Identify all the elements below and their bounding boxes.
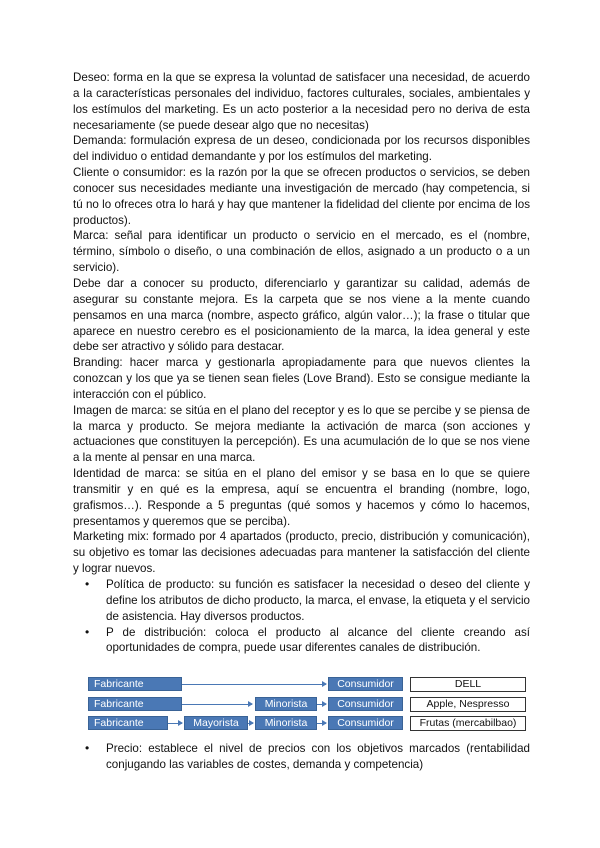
body-text: [73, 70, 530, 656]
diagram-arrow: [168, 723, 182, 724]
diagram-box-minorista-3: Minorista: [255, 716, 317, 730]
diagram-example-2: Apple, Nespresso: [410, 697, 526, 712]
diagram-example-3: Frutas (mercabilbao): [410, 716, 526, 731]
paragraph-identidad-marca: Identidad de marca: se sitúa en el plano del emisor y se basa en lo que se quiere transmitir y en qué es la empresa, aquí se encuentra el branding (nombre, logo, grafismos…). Responde a 5 preguntas (qué somos y hacemos y cómo lo hacemos, presentamos y queremos que se perciba).: [73, 467, 530, 528]
diagram-arrow: [317, 704, 326, 705]
diagram-box-consumidor-1: Consumidor: [328, 677, 403, 691]
paragraph-deseo: Deseo: forma en la que se expresa la voluntad de satisfacer una necesidad, de acuerdo a la características personales del individuo, factores culturales, sociales, ambientales y los estímulos del marketing. Es un acto posterior a la necesidad pero no deriva de esta necesariamente (se puede desear algo que no necesitas): [73, 71, 530, 132]
paragraph-marketing-mix: Marketing mix: formado por 4 apartados (producto, precio, distribución y comunicación), su objetivo es tomar las decisiones adecuadas para mantener la satisfacción del cliente y lograr nuevos.: [73, 530, 530, 576]
diagram-box-consumidor-3: Consumidor: [328, 716, 403, 730]
bullet-precio: • Precio: establece el nivel de precios con los objetivos marcados (rentabilidad conjugando las variables de costes, demanda y competencia): [73, 741, 530, 773]
bullet-list: [73, 577, 530, 656]
paragraph-cliente: Cliente o consumidor: es la razón por la que se ofrecen productos o servicios, se deben conocer sus necesidades mediante una investigación de mercado (hay competencia, si tú no lo ofreces otra lo hará y hay que mantener la fidelidad del cliente por encima de los productos).: [73, 166, 530, 227]
bullet-politica-producto: • Política de producto: su función es satisfacer la necesidad o deseo del cliente y define los atributos de dicho producto, la marca, el envase, la etiqueta y el servicio de asistencia. Hay diversos productos.: [73, 577, 530, 625]
diagram-box-consumidor-2: Consumidor: [328, 697, 403, 711]
diagram-arrow: [182, 684, 326, 685]
paragraph-branding: Branding: hacer marca y gestionarla apropiadamente para que nuevos clientes la conozcan y los que ya se tienen sean fieles (Love Brand). Esto se consigue mediante la interacción con el público.: [73, 356, 530, 401]
diagram-arrow: [317, 723, 326, 724]
diagram-arrow: [182, 704, 252, 705]
bullet-distribucion: • P de distribución: coloca el producto al alcance del cliente creando así oportunidades de compra, puede usar diferentes canales de distribución.: [73, 625, 530, 657]
diagram-box-mayorista-3: Mayorista: [184, 716, 248, 730]
bottom-text: [73, 741, 530, 773]
diagram-arrow: [248, 723, 253, 724]
diagram-box-minorista-2: Minorista: [255, 697, 317, 711]
diagram-example-1: DELL: [410, 677, 526, 692]
diagram-box-fabricante-3: Fabricante: [88, 716, 168, 730]
distribution-channels-diagram: [88, 677, 528, 735]
bullet-list-bottom: [73, 741, 530, 773]
diagram-box-fabricante-1: Fabricante: [88, 677, 182, 691]
diagram-box-fabricante-2: Fabricante: [88, 697, 182, 711]
paragraph-debe-dar: Debe dar a conocer su producto, diferenciarlo y garantizar su calidad, además de asegurar su constante mejora. Es la carpeta que se nos viene a la mente cuando pensamos en una marca (nombre, aspecto gráfico, algún valor…); la frase o titular que aparece en nuestro cerebro es el posicionamiento de la marca, la idea general y este debe ser atractivo y sólido para destacar.: [73, 276, 530, 354]
paragraph-marca: Marca: señal para identificar un producto o servicio en el mercado, es el (nombre, término, símbolo o diseño, o una combinación de ellos, asignado a un producto o a un servicio).: [73, 229, 530, 275]
paragraph-demanda: Demanda: formulación expresa de un deseo, condicionada por los recursos disponibles del individuo o entidad demandante y por los estímulos del marketing.: [73, 134, 530, 164]
paragraph-imagen-marca: Imagen de marca: se sitúa en el plano del receptor y es lo que se percibe y se piensa de la marca y producto. Se mejora mediante la activación de marca (son acciones y actuaciones que constituyen la percepción). Es una acumulación de lo que se nos viene a la mente al pensar en una marca.: [73, 403, 530, 465]
